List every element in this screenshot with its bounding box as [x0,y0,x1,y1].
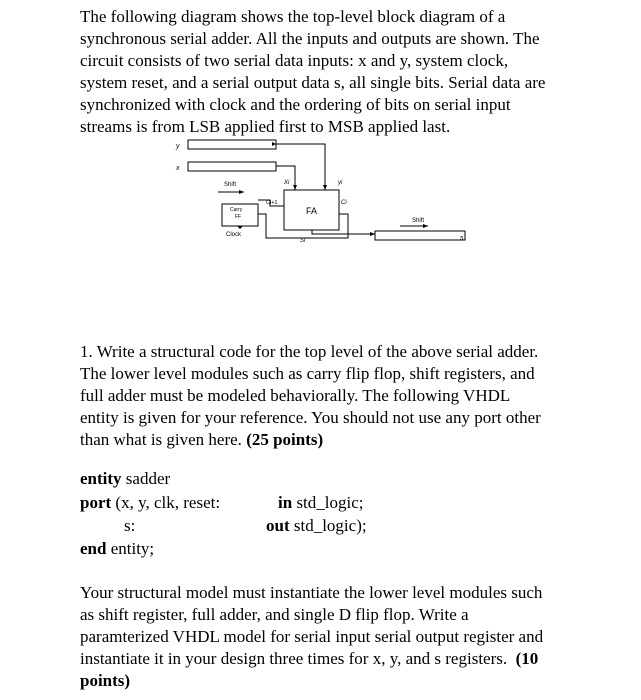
in-type-text: std_logic; [292,493,364,512]
si-label: Si [300,238,306,244]
shift-label-left: Shift [224,182,237,188]
arrowhead [239,190,244,194]
points-label: (25 points) [246,430,324,449]
out-type [266,515,367,537]
ci1-label: Ci+1 [266,200,278,206]
entity-line [80,468,170,490]
y-shift-register [188,140,276,149]
ci-label: Ci [341,200,347,206]
intro-paragraph [80,6,600,138]
intro-line: synchronized with clock and the ordering of bits on serial input [80,95,511,114]
points-label-b: points) [80,671,131,690]
question-line: 1. Write a structural code for the top level of the above serial adder. [80,342,539,361]
keyword-port: port [80,493,112,512]
entity-name: sadder [121,469,171,488]
question-line: entity is given for your reference. You should not use any port other [80,408,541,427]
out-type-text: std_logic); [289,516,367,535]
keyword-entity: entity [80,469,122,488]
s-label: s [460,235,464,242]
arrowhead [323,185,327,190]
ff-label: FF [235,214,242,220]
x-wire [276,166,295,190]
question-line-last [80,429,600,451]
keyword-out: out [266,516,290,535]
paragraph-line-text: instantiate it in your design three times for x, y, and s registers. [80,649,508,668]
serial-adder-block-diagram [170,134,470,254]
y-label: y [176,143,180,150]
keyword-in: in [278,493,293,512]
paragraph-line-with-points [80,648,600,670]
end-rest: entity; [106,539,155,558]
clock-label: Clock [226,232,242,238]
intro-line: The following diagram shows the top-level block diagram of a [80,7,506,26]
paragraph-line: paramterized VHDL model for serial input serial output register and [80,627,544,646]
arrowhead [272,142,276,146]
arrowhead [423,224,428,228]
x-label: x [176,165,180,172]
points-label-a: (10 [515,649,539,668]
port-list: (x, y, clk, reset: [111,493,221,512]
arrowhead [293,185,297,190]
yi-label: yi [338,180,343,186]
clock-triangle [237,226,243,229]
fa-label: FA [306,206,318,216]
paragraph-line-last [80,670,600,692]
question-line: The lower level modules such as carry flip flop, shift registers, and [80,364,535,383]
in-type [278,492,364,514]
intro-line: streams is from LSB applied first to MSB applied last. [80,117,451,136]
question-line-text: than what is given here. [80,430,242,449]
xi-label: Xi [284,180,290,186]
intro-line: synchronous serial adder. All the inputs and outputs are shown. The [80,29,540,48]
end-line [80,538,154,560]
intro-line: circuit consists of two serial data inputs: x and y, system clock, [80,51,509,70]
keyword-end: end [80,539,107,558]
s-shift-register [375,231,465,240]
instantiation-paragraph [80,582,600,692]
question-1 [80,341,600,451]
question-line: full adder must be modeled behaviorally. The following VHDL [80,386,511,405]
x-shift-register [188,162,276,171]
s-port: s: [124,516,136,535]
carry-label: Carry [230,207,243,213]
paragraph-line: as shift register, full adder, and single D flip flop. Write a [80,605,469,624]
sum-wire [312,230,375,234]
paragraph-line: Your structural model must instantiate the lower level modules such [80,583,543,602]
port-line [80,492,220,514]
intro-line: system reset, and a serial output data s, all single bits. Serial data are [80,73,546,92]
shift-label-right: Shift [412,218,425,224]
arrowhead [370,232,375,236]
